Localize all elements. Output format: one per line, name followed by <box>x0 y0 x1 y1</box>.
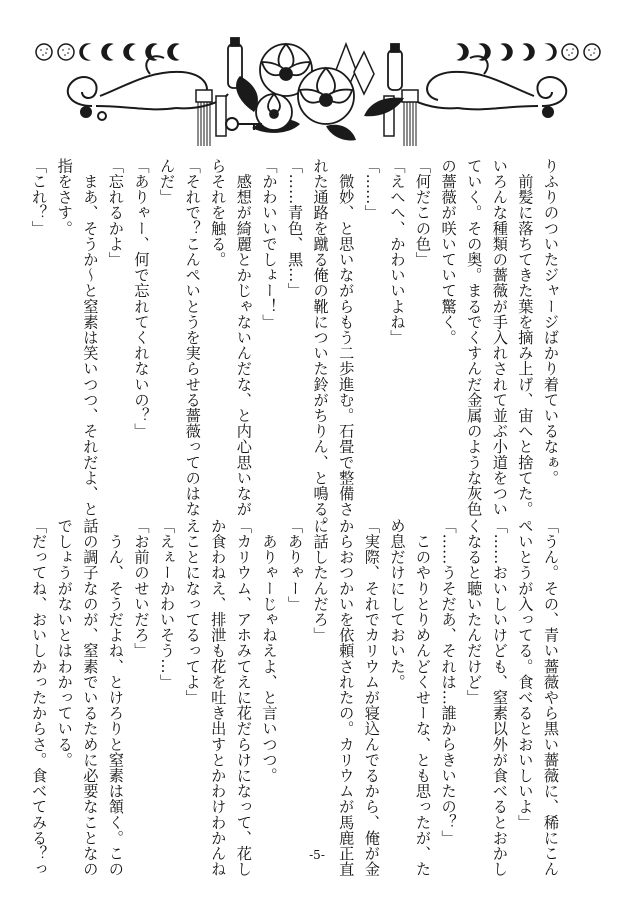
full-moon-icon <box>36 44 52 60</box>
text-line: 感想が綺麗とかじゃないんだな、と内心思いなが <box>234 158 253 517</box>
text-line: でしょうがないとはわかっている。 <box>55 518 74 768</box>
header-ornament <box>0 0 634 150</box>
crescent-moon-icon <box>124 44 145 60</box>
text-line: 「……」 <box>362 158 381 221</box>
bottle-icon <box>388 44 402 90</box>
text-line: 「……うそだあ、それは…誰からきいたの？」 <box>439 518 458 846</box>
text-line: 話の調子なのが、窒素でいるために必要なことなの <box>81 518 100 877</box>
tassel-left <box>196 90 226 146</box>
text-line: うん、そうだよね、とけろりと窒素は頷く。この <box>106 518 125 877</box>
text-line: 「ありゃー、何で忘れてくれないの？」 <box>132 158 151 439</box>
text-line: んだ」 <box>158 158 177 205</box>
full-moon-icon <box>562 44 578 60</box>
text-line: 「えぇーかわいそう…」 <box>158 518 177 690</box>
text-line: いろんな種類の薔薇が手入れされて並ぶ小道をつい <box>490 158 509 517</box>
text-line: 「えへへ、かわいいよね」 <box>388 158 407 346</box>
text-line: め息だけにしておいた。 <box>388 518 407 690</box>
text-line: 「お前のせいだろ」 <box>132 518 151 659</box>
text-line: りふりのついたジャージばかり着ているなぁ。 <box>542 158 560 486</box>
crescent-moon-icon <box>102 44 123 60</box>
moon-row <box>36 44 600 60</box>
camellia-flower-icon <box>298 68 354 124</box>
text-line: 微妙、と思いながらもう二歩進む。石畳で整備さ <box>337 158 356 517</box>
text-line: ありゃーじゃねえよ、と言いつつ。 <box>260 518 279 784</box>
text-line: か食わねえ、排泄も花を吐き出すとかわけわかんね <box>209 518 228 877</box>
text-line: からおつかいを依頼されたの。カリウムが馬鹿正直 <box>337 518 356 877</box>
text-line: 「これ？」 <box>30 158 49 236</box>
page-number: -5- <box>309 848 325 862</box>
text-line: の薔薇が咲いていて驚く。 <box>439 158 458 346</box>
text-line: 「実際、それでカリウムが寝込んでるから、俺が金 <box>362 518 381 877</box>
full-moon-icon <box>58 44 74 60</box>
text-line: えことになってるってよ」 <box>183 518 202 706</box>
text-line: 前髪に落ちてきた葉を摘み上げ、宙へと捨てた。 <box>516 158 535 517</box>
waxing-moon-icon <box>537 44 556 60</box>
text-line: らそれを触る。 <box>209 158 228 268</box>
text-line: 「だってね、おいしかったからさ。食べてみる？っ <box>30 518 49 877</box>
text-line: 「ありゃー」 <box>286 518 305 612</box>
text-line: 「……おいしいけども、窒素以外が食べるとおかし <box>490 518 509 877</box>
text-line: くなると聴いたんだけど」 <box>465 518 484 706</box>
crescent-moon-icon <box>168 44 189 60</box>
text-line: まあ、そうか〜と窒素は笑いつつ、それだよ、と <box>81 158 100 517</box>
text-line: 「忘れるかよ」 <box>106 158 125 268</box>
text-line: ていく。その奥。まるでくすんだ金属のような灰色 <box>465 158 484 517</box>
scroll-flourish-right <box>406 56 566 117</box>
text-line: ぺいとうが入ってる。食べるとおいしいよ」 <box>516 518 535 830</box>
crescent-moon-icon <box>491 44 512 60</box>
text-line: 「かわいいでしょー！」 <box>260 158 279 330</box>
text-block-lower <box>26 518 563 877</box>
text-line: れた通路を蹴る俺の靴についた鈴がちりん、と鳴る。 <box>311 158 330 533</box>
text-block-upper <box>26 158 563 533</box>
text-line: 「何だこの色」 <box>414 158 433 268</box>
crescent-moon-icon <box>447 44 468 60</box>
text-line: 「うん。その、青い薔薇やら黒い薔薇に、稀にこん <box>542 518 560 877</box>
crescent-moon-icon <box>513 44 534 60</box>
text-line: 「……青色、黒…」 <box>286 158 305 299</box>
waning-moon-icon <box>80 44 99 60</box>
text-line: 「それで？こんぺいとうを実らせる薔薇ってのはな <box>183 158 202 517</box>
text-line: に話したんだろ」 <box>311 518 330 643</box>
text-line: 「カリウム、アホみてえに花だらけになって、花し <box>234 518 253 877</box>
text-line: 指をさす。 <box>55 158 74 236</box>
full-moon-icon <box>584 44 600 60</box>
text-line: このやりとりめんどくせーな、とも思ったが、た <box>414 518 433 877</box>
